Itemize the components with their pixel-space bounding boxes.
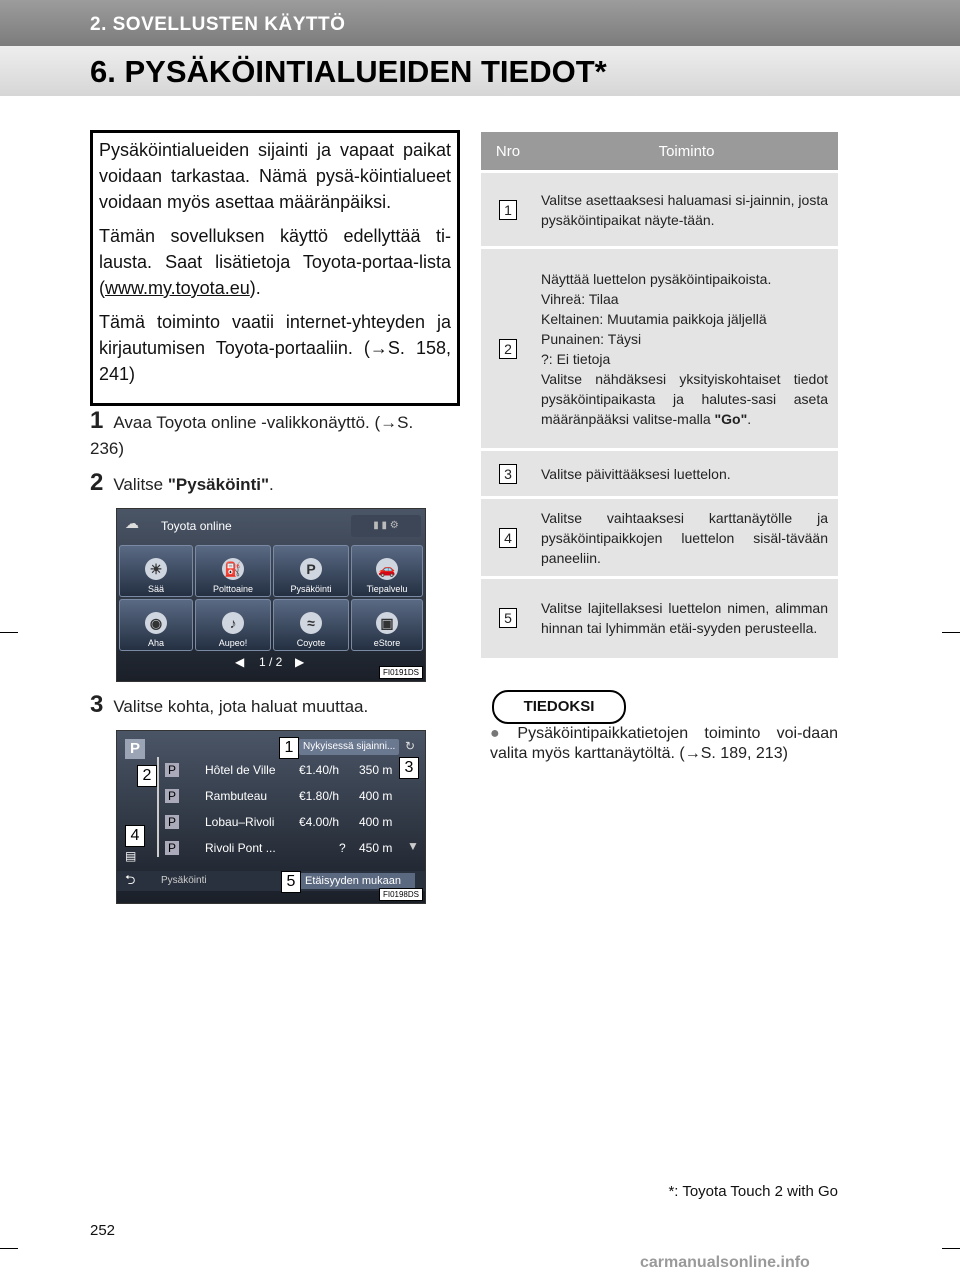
crop-mark (0, 1248, 18, 1249)
function-table (481, 132, 838, 658)
row-number: 2 (499, 339, 517, 359)
tile-estore[interactable]: ▣ eStore (351, 599, 423, 651)
coyote-icon: ≈ (300, 612, 322, 634)
row-text: Valitse lajitellaksesi luettelon nimen, alimman hinnan tai lyhimmän etäi-syyden perusteella. (535, 578, 838, 658)
bracket (157, 757, 159, 857)
parking-list-screen (116, 730, 426, 904)
note-text-block (490, 724, 838, 764)
location-selector[interactable]: Nykyisessä sijainni... (299, 739, 399, 755)
intro-paragraph-2 (99, 223, 451, 301)
table-row (481, 450, 838, 498)
intro-box (90, 130, 460, 406)
screen-title: Toyota online (161, 519, 232, 533)
fuel-icon: ⛽ (222, 558, 244, 580)
scroll-down-icon[interactable]: ▼ (407, 839, 419, 853)
footnote: *: Toyota Touch 2 with Go (668, 1183, 838, 1200)
sort-button[interactable]: Etäisyyden mukaan (301, 873, 415, 889)
table-header-row (481, 132, 838, 172)
list-item[interactable]: P Hôtel de Ville €1.40/h 350 m (165, 759, 426, 783)
row-line: Vihreä: Tilaa (541, 290, 619, 307)
back-icon[interactable]: ⮌ (125, 872, 136, 887)
tile-coyote[interactable]: ≈ Coyote (273, 599, 349, 651)
parking-icon: P (165, 763, 179, 777)
step-2 (90, 470, 446, 498)
section-title: 2. SOVELLUSTEN KÄYTTÖ (90, 14, 346, 35)
list-item[interactable]: P Lobau–Rivoli €4.00/h 400 m (165, 811, 426, 835)
tile-tiepalvelu[interactable]: 🚗 Tiepalvelu (351, 545, 423, 597)
page-indicator: 1 / 2 (259, 655, 283, 669)
aupeo-icon: ♪ (222, 612, 244, 634)
list-icon[interactable]: ▤ (125, 849, 137, 863)
parking-icon: P (165, 841, 179, 855)
crop-mark (0, 632, 18, 633)
row-line: Näyttää luettelon pysäköintipaikoista. (541, 270, 772, 287)
row-number: 1 (499, 200, 517, 220)
row-number: 4 (499, 528, 517, 548)
refresh-icon[interactable]: ↻ (405, 739, 416, 753)
weather-icon: ☀ (145, 558, 167, 580)
step-number: 3 (90, 691, 104, 718)
callout-5: 5 (281, 871, 301, 893)
parking-icon: P (125, 739, 145, 759)
cloud-icon: ☁ (125, 515, 139, 531)
tile-pysakointi[interactable]: P Pysäköinti (273, 545, 349, 597)
next-page-icon[interactable]: ▶ (295, 655, 305, 669)
list-item[interactable]: P Rivoli Pont ... ? 450 m (165, 837, 426, 861)
row-line: ?: Ei tietoja (541, 350, 611, 367)
row-number: 5 (499, 608, 517, 628)
crop-mark (942, 632, 960, 633)
page-header (0, 46, 960, 96)
column-header-nro: Nro (481, 132, 535, 172)
prev-page-icon[interactable]: ◀ (235, 655, 245, 669)
note-text: Pysäköintipaikkatietojen toiminto voi-daan valita myös karttanäytöltä. (→S. 189, 213) (490, 725, 838, 762)
tile-aha[interactable]: ◉ Aha (119, 599, 193, 651)
intro-paragraph-1: Pysäköintialueiden sijainti ja vapaat paikat voidaan tarkastaa. Nämä pysä-köintialueet voidaan myös asettaa määränpäiksi. (99, 140, 451, 212)
parking-icon: P (300, 558, 322, 580)
table-row (481, 498, 838, 578)
page-title: 6. PYSÄKÖINTIALUEIDEN TIEDOT* (90, 54, 607, 89)
step-text: Valitse (113, 475, 168, 494)
table-row (481, 578, 838, 658)
step-text: Avaa Toyota online -valikkonäyttö. (→S. 236) (90, 413, 414, 458)
parking-icon: P (165, 815, 179, 829)
step-text: Valitse kohta, jota haluat muuttaa. (113, 697, 369, 716)
table-row (481, 248, 838, 450)
tile-polttoaine[interactable]: ⛽ Polttoaine (195, 545, 271, 597)
step-number: 1 (90, 407, 104, 434)
bullet-icon: ● (490, 725, 512, 742)
column-header-toiminto: Toiminto (535, 132, 838, 172)
row-line: Keltainen: Muutamia paikkoja jäljellä (541, 310, 767, 327)
step-3 (90, 692, 446, 720)
row-text: Valitse asettaaksesi haluamasi si-jainnin, josta pysäköintipaikat näyte-tään. (535, 172, 838, 248)
row-line: Punainen: Täysi (541, 330, 642, 347)
watermark: carmanualsonline.info (640, 1254, 810, 1271)
figure-tag: FI0191DS (379, 666, 423, 679)
row-text: Valitse päivittääksesi luettelon. (535, 450, 838, 498)
row-number: 3 (499, 464, 517, 484)
tile-saa[interactable]: ☀ Sää (119, 545, 193, 597)
page-number: 252 (90, 1222, 116, 1239)
car-icon: 🚗 (376, 558, 398, 580)
row-line: Valitse nähdäksesi yksityiskohtaiset tiedot pysäköintipaikasta ja halutes-sasi aseta määränpääksi valitse-malla (541, 370, 828, 427)
step-1 (90, 408, 446, 462)
table-row (481, 172, 838, 248)
step-bold-text: "Pysäköinti" (167, 475, 270, 494)
section-header (0, 0, 960, 46)
callout-3: 3 (399, 757, 419, 779)
intro-text: Tämän sovelluksen käyttö edellyttää ti-lausta. Saat lisätietoja Toyota-portaa-lista ( (99, 226, 451, 298)
step-text: . (269, 475, 274, 494)
portal-link[interactable]: www.my.toyota.eu (105, 278, 250, 298)
store-icon: ▣ (376, 612, 398, 634)
intro-paragraph-3: Tämä toiminto vaatii internet-yhteyden ja kirjautumisen Toyota-portaaliin. (→S. 158, 241) (99, 312, 451, 384)
parking-icon: P (165, 789, 179, 803)
tile-aupeo[interactable]: ♪ Aupeo! (195, 599, 271, 651)
row-text: Valitse vaihtaaksesi karttanäytölle ja pysäköintipaikkojen luettelon sisäl-tävään paneeliin. (535, 498, 838, 578)
status-icon: ▮ ▮ ⚙ (351, 515, 421, 537)
callout-2: 2 (137, 765, 157, 787)
callout-4: 4 (125, 825, 145, 847)
row-bold: "Go" (714, 410, 748, 427)
intro-text: ). (249, 278, 261, 298)
note-title: TIEDOKSI (492, 690, 626, 724)
list-item[interactable]: P Rambuteau €1.80/h 400 m (165, 785, 426, 809)
footer-label: Pysäköinti (161, 875, 207, 886)
crop-mark (942, 1248, 960, 1249)
figure-tag: FI0198DS (379, 888, 423, 901)
aha-icon: ◉ (145, 612, 167, 634)
toyota-online-screen (116, 508, 426, 682)
row-tail: . (747, 410, 752, 427)
callout-1: 1 (279, 737, 299, 759)
step-number: 2 (90, 469, 104, 496)
